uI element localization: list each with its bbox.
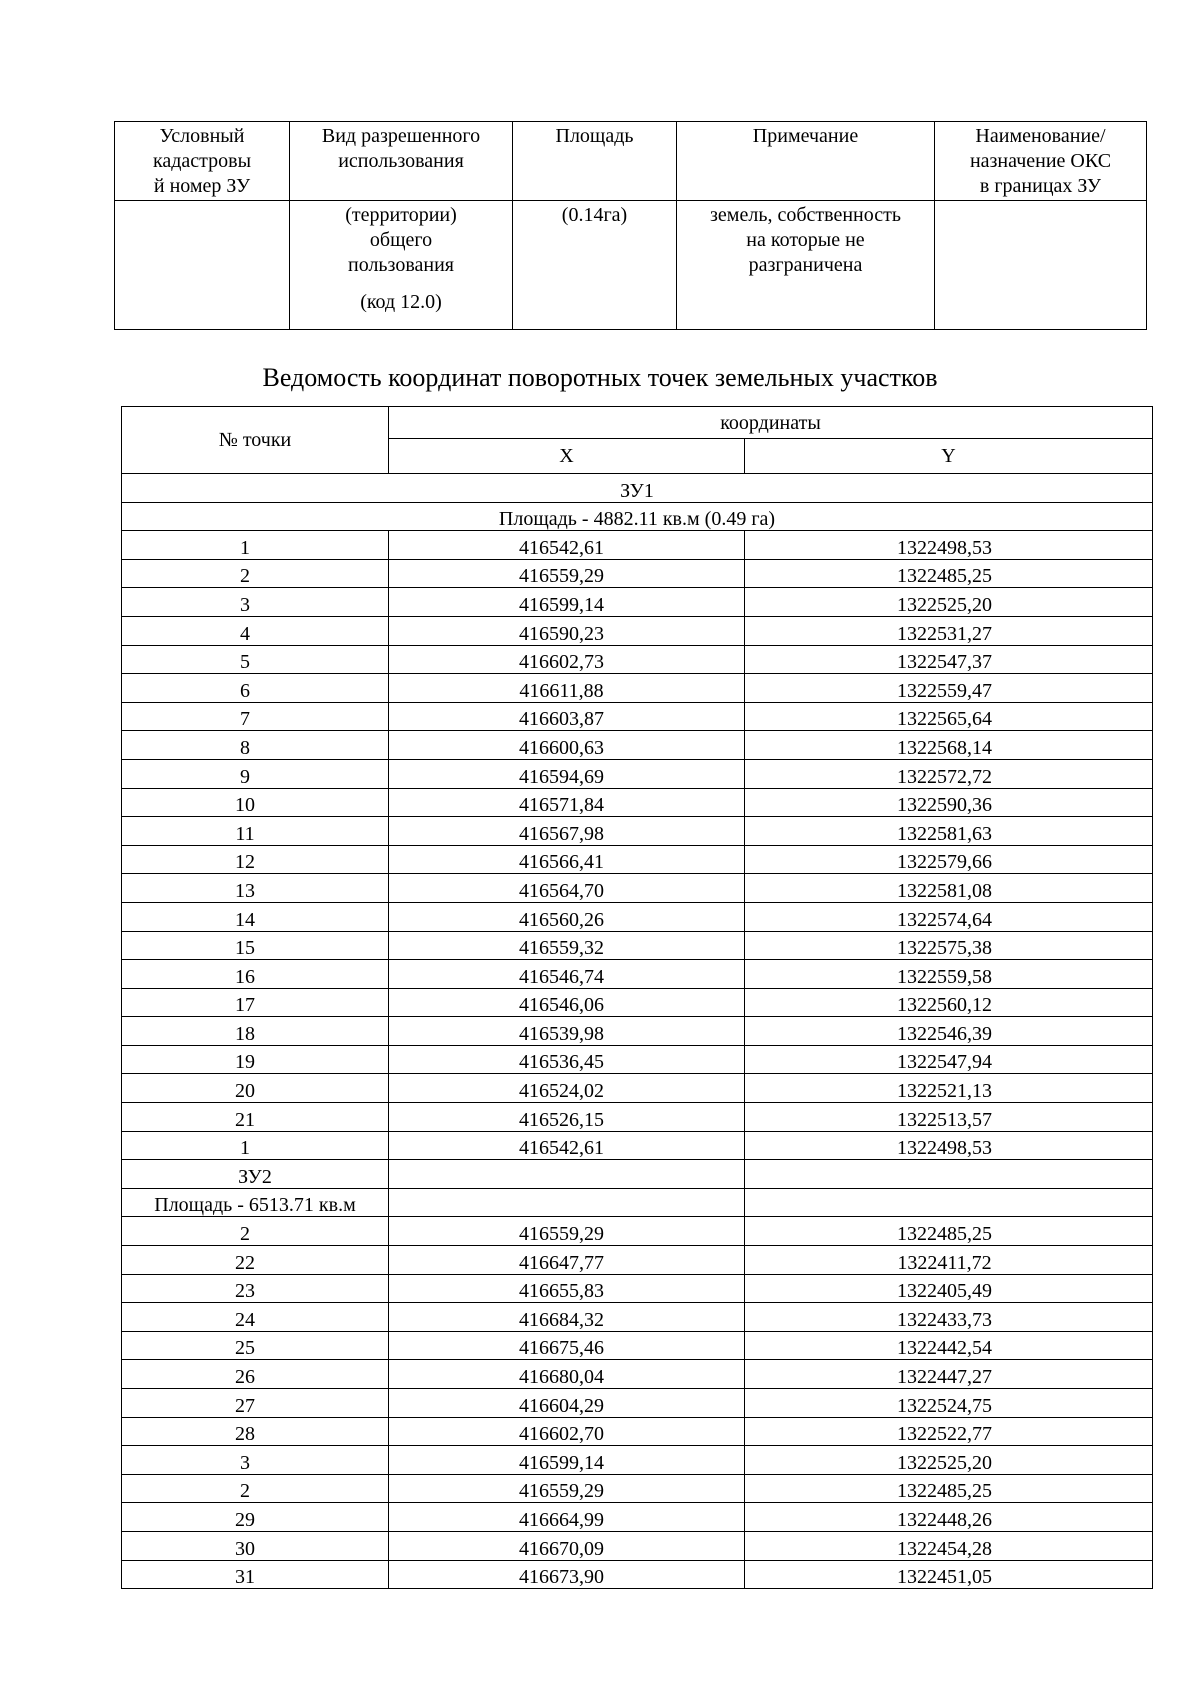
x-coordinate-cell: 416664,99 bbox=[389, 1503, 745, 1532]
point-number-cell: 2 bbox=[122, 1217, 389, 1246]
x-coordinate-cell: 416546,74 bbox=[389, 960, 745, 989]
x-coordinate-cell: 416684,32 bbox=[389, 1303, 745, 1332]
empty-cell bbox=[389, 1188, 745, 1217]
header-y: Y bbox=[745, 439, 1153, 474]
section-zu1-name-row bbox=[122, 474, 1153, 503]
y-coordinate-cell: 1322572,72 bbox=[745, 759, 1153, 788]
table-row bbox=[122, 531, 1153, 560]
table-row bbox=[122, 616, 1153, 645]
x-coordinate-cell: 416675,46 bbox=[389, 1331, 745, 1360]
table-row bbox=[122, 902, 1153, 931]
point-number-cell: 1 bbox=[122, 531, 389, 560]
coordinates-table bbox=[121, 406, 1153, 1589]
y-coordinate-cell: 1322454,28 bbox=[745, 1531, 1153, 1560]
x-coordinate-cell: 416600,63 bbox=[389, 731, 745, 760]
point-number-cell: 3 bbox=[122, 1446, 389, 1475]
table-row bbox=[122, 1017, 1153, 1046]
y-coordinate-cell: 1322559,47 bbox=[745, 674, 1153, 703]
x-coordinate-cell: 416647,77 bbox=[389, 1246, 745, 1275]
y-coordinate-cell: 1322485,25 bbox=[745, 1217, 1153, 1246]
cell-permitted-use bbox=[290, 201, 513, 330]
x-coordinate-cell: 416542,61 bbox=[389, 531, 745, 560]
table-row bbox=[122, 1131, 1153, 1160]
point-number-cell: 24 bbox=[122, 1303, 389, 1332]
point-number-cell: 1 bbox=[122, 1131, 389, 1160]
x-coordinate-cell: 416599,14 bbox=[389, 1446, 745, 1475]
point-number-cell: 29 bbox=[122, 1503, 389, 1532]
y-coordinate-cell: 1322547,37 bbox=[745, 645, 1153, 674]
x-coordinate-cell: 416590,23 bbox=[389, 616, 745, 645]
y-coordinate-cell: 1322513,57 bbox=[745, 1103, 1153, 1132]
point-number-cell: 13 bbox=[122, 874, 389, 903]
table-row bbox=[122, 1417, 1153, 1446]
point-number-cell: 30 bbox=[122, 1531, 389, 1560]
y-coordinate-cell: 1322525,20 bbox=[745, 1446, 1153, 1475]
point-number-cell: 10 bbox=[122, 788, 389, 817]
x-coordinate-cell: 416602,70 bbox=[389, 1417, 745, 1446]
point-number-cell: 28 bbox=[122, 1417, 389, 1446]
point-number-cell: 23 bbox=[122, 1274, 389, 1303]
y-coordinate-cell: 1322560,12 bbox=[745, 988, 1153, 1017]
empty-cell bbox=[745, 1160, 1153, 1189]
table-row bbox=[122, 817, 1153, 846]
plot-table-row bbox=[115, 201, 1147, 330]
header-permitted-use: Вид разрешенного использования bbox=[290, 122, 513, 201]
section-zu2-area-row bbox=[122, 1188, 1153, 1217]
y-coordinate-cell: 1322565,64 bbox=[745, 702, 1153, 731]
y-coordinate-cell: 1322405,49 bbox=[745, 1274, 1153, 1303]
point-number-cell: 31 bbox=[122, 1560, 389, 1589]
y-coordinate-cell: 1322525,20 bbox=[745, 588, 1153, 617]
point-number-cell: 2 bbox=[122, 559, 389, 588]
permitted-use-code: (код 12.0) bbox=[360, 291, 442, 313]
y-coordinate-cell: 1322448,26 bbox=[745, 1503, 1153, 1532]
table-row bbox=[122, 1560, 1153, 1589]
point-number-cell: 9 bbox=[122, 759, 389, 788]
point-number-cell: 20 bbox=[122, 1074, 389, 1103]
table-row bbox=[122, 559, 1153, 588]
x-coordinate-cell: 416536,45 bbox=[389, 1045, 745, 1074]
point-number-cell: 2 bbox=[122, 1474, 389, 1503]
y-coordinate-cell: 1322498,53 bbox=[745, 1131, 1153, 1160]
point-number-cell: 16 bbox=[122, 960, 389, 989]
y-coordinate-cell: 1322574,64 bbox=[745, 902, 1153, 931]
table-row bbox=[122, 931, 1153, 960]
x-coordinate-cell: 416564,70 bbox=[389, 874, 745, 903]
table-row bbox=[122, 674, 1153, 703]
point-number-cell: 19 bbox=[122, 1045, 389, 1074]
point-number-cell: 27 bbox=[122, 1389, 389, 1418]
y-coordinate-cell: 1322451,05 bbox=[745, 1560, 1153, 1589]
x-coordinate-cell: 416560,26 bbox=[389, 902, 745, 931]
header-cadastral-number: Условный кадастровы й номер ЗУ bbox=[115, 122, 290, 201]
y-coordinate-cell: 1322590,36 bbox=[745, 788, 1153, 817]
x-coordinate-cell: 416566,41 bbox=[389, 845, 745, 874]
header-x: X bbox=[389, 439, 745, 474]
x-coordinate-cell: 416546,06 bbox=[389, 988, 745, 1017]
x-coordinate-cell: 416611,88 bbox=[389, 674, 745, 703]
point-number-cell: 4 bbox=[122, 616, 389, 645]
permitted-use-text: (территории) общего пользования bbox=[345, 204, 457, 276]
y-coordinate-cell: 1322433,73 bbox=[745, 1303, 1153, 1332]
y-coordinate-cell: 1322546,39 bbox=[745, 1017, 1153, 1046]
table-row bbox=[122, 1503, 1153, 1532]
table-row bbox=[122, 1274, 1153, 1303]
table-row bbox=[122, 1045, 1153, 1074]
table-row bbox=[122, 1303, 1153, 1332]
section-zu1-name: ЗУ1 bbox=[122, 474, 1153, 503]
table-row bbox=[122, 1103, 1153, 1132]
y-coordinate-cell: 1322411,72 bbox=[745, 1246, 1153, 1275]
x-coordinate-cell: 416604,29 bbox=[389, 1389, 745, 1418]
header-note: Примечание bbox=[677, 122, 935, 201]
table-row bbox=[122, 988, 1153, 1017]
y-coordinate-cell: 1322521,13 bbox=[745, 1074, 1153, 1103]
x-coordinate-cell: 416567,98 bbox=[389, 817, 745, 846]
y-coordinate-cell: 1322447,27 bbox=[745, 1360, 1153, 1389]
table-row bbox=[122, 731, 1153, 760]
plot-info-table bbox=[114, 121, 1147, 330]
point-number-cell: 26 bbox=[122, 1360, 389, 1389]
point-number-cell: 15 bbox=[122, 931, 389, 960]
table-row bbox=[122, 874, 1153, 903]
table-row bbox=[122, 1331, 1153, 1360]
section-zu2-area: Площадь - 6513.71 кв.м bbox=[122, 1188, 389, 1217]
point-number-cell: 12 bbox=[122, 845, 389, 874]
point-number-cell: 5 bbox=[122, 645, 389, 674]
header-oks-name: Наименование/ назначение ОКС в границах ЗУ bbox=[935, 122, 1147, 201]
cell-oks-name bbox=[935, 201, 1147, 330]
x-coordinate-cell: 416559,29 bbox=[389, 1474, 745, 1503]
point-number-cell: 17 bbox=[122, 988, 389, 1017]
header-area: Площадь bbox=[513, 122, 677, 201]
x-coordinate-cell: 416599,14 bbox=[389, 588, 745, 617]
point-number-cell: 6 bbox=[122, 674, 389, 703]
y-coordinate-cell: 1322547,94 bbox=[745, 1045, 1153, 1074]
table-row bbox=[122, 1389, 1153, 1418]
y-coordinate-cell: 1322531,27 bbox=[745, 616, 1153, 645]
empty-cell bbox=[389, 1160, 745, 1189]
point-number-cell: 25 bbox=[122, 1331, 389, 1360]
x-coordinate-cell: 416602,73 bbox=[389, 645, 745, 674]
coord-header-row bbox=[122, 407, 1153, 439]
section-zu2-name-row bbox=[122, 1160, 1153, 1189]
y-coordinate-cell: 1322498,53 bbox=[745, 531, 1153, 560]
table-row bbox=[122, 1474, 1153, 1503]
point-number-cell: 7 bbox=[122, 702, 389, 731]
table-row bbox=[122, 1446, 1153, 1475]
plot-table-header-row bbox=[115, 122, 1147, 201]
cell-note: земель, собственность на которые не разграничена bbox=[677, 201, 935, 330]
table-row bbox=[122, 1246, 1153, 1275]
y-coordinate-cell: 1322559,58 bbox=[745, 960, 1153, 989]
section-zu1-area: Площадь - 4882.11 кв.м (0.49 га) bbox=[122, 502, 1153, 531]
point-number-cell: 3 bbox=[122, 588, 389, 617]
point-number-cell: 8 bbox=[122, 731, 389, 760]
y-coordinate-cell: 1322581,08 bbox=[745, 874, 1153, 903]
x-coordinate-cell: 416655,83 bbox=[389, 1274, 745, 1303]
y-coordinate-cell: 1322575,38 bbox=[745, 931, 1153, 960]
y-coordinate-cell: 1322485,25 bbox=[745, 1474, 1153, 1503]
y-coordinate-cell: 1322568,14 bbox=[745, 731, 1153, 760]
x-coordinate-cell: 416594,69 bbox=[389, 759, 745, 788]
table-row bbox=[122, 1217, 1153, 1246]
table-row bbox=[122, 759, 1153, 788]
point-number-cell: 18 bbox=[122, 1017, 389, 1046]
y-coordinate-cell: 1322524,75 bbox=[745, 1389, 1153, 1418]
x-coordinate-cell: 416559,32 bbox=[389, 931, 745, 960]
table-row bbox=[122, 960, 1153, 989]
x-coordinate-cell: 416603,87 bbox=[389, 702, 745, 731]
point-number-cell: 21 bbox=[122, 1103, 389, 1132]
x-coordinate-cell: 416542,61 bbox=[389, 1131, 745, 1160]
table-row bbox=[122, 1074, 1153, 1103]
y-coordinate-cell: 1322581,63 bbox=[745, 817, 1153, 846]
header-coordinates: координаты bbox=[389, 407, 1153, 439]
y-coordinate-cell: 1322442,54 bbox=[745, 1331, 1153, 1360]
x-coordinate-cell: 416670,09 bbox=[389, 1531, 745, 1560]
y-coordinate-cell: 1322485,25 bbox=[745, 559, 1153, 588]
x-coordinate-cell: 416680,04 bbox=[389, 1360, 745, 1389]
table-row bbox=[122, 645, 1153, 674]
x-coordinate-cell: 416673,90 bbox=[389, 1560, 745, 1589]
x-coordinate-cell: 416559,29 bbox=[389, 1217, 745, 1246]
cell-cadastral-number bbox=[115, 201, 290, 330]
point-number-cell: 22 bbox=[122, 1246, 389, 1275]
header-point-number: № точки bbox=[122, 407, 389, 474]
x-coordinate-cell: 416559,29 bbox=[389, 559, 745, 588]
x-coordinate-cell: 416539,98 bbox=[389, 1017, 745, 1046]
y-coordinate-cell: 1322579,66 bbox=[745, 845, 1153, 874]
x-coordinate-cell: 416571,84 bbox=[389, 788, 745, 817]
section-zu2-name: ЗУ2 bbox=[122, 1160, 389, 1189]
section-zu1-area-row bbox=[122, 502, 1153, 531]
table-row bbox=[122, 702, 1153, 731]
x-coordinate-cell: 416524,02 bbox=[389, 1074, 745, 1103]
table-row bbox=[122, 588, 1153, 617]
point-number-cell: 11 bbox=[122, 817, 389, 846]
point-number-cell: 14 bbox=[122, 902, 389, 931]
table-row bbox=[122, 1531, 1153, 1560]
empty-cell bbox=[745, 1188, 1153, 1217]
coordinates-title: Ведомость координат поворотных точек земельных участков bbox=[262, 363, 938, 392]
y-coordinate-cell: 1322522,77 bbox=[745, 1417, 1153, 1446]
table-row bbox=[122, 1360, 1153, 1389]
cell-area: (0.14га) bbox=[513, 201, 677, 330]
table-row bbox=[122, 845, 1153, 874]
x-coordinate-cell: 416526,15 bbox=[389, 1103, 745, 1132]
table-row bbox=[122, 788, 1153, 817]
